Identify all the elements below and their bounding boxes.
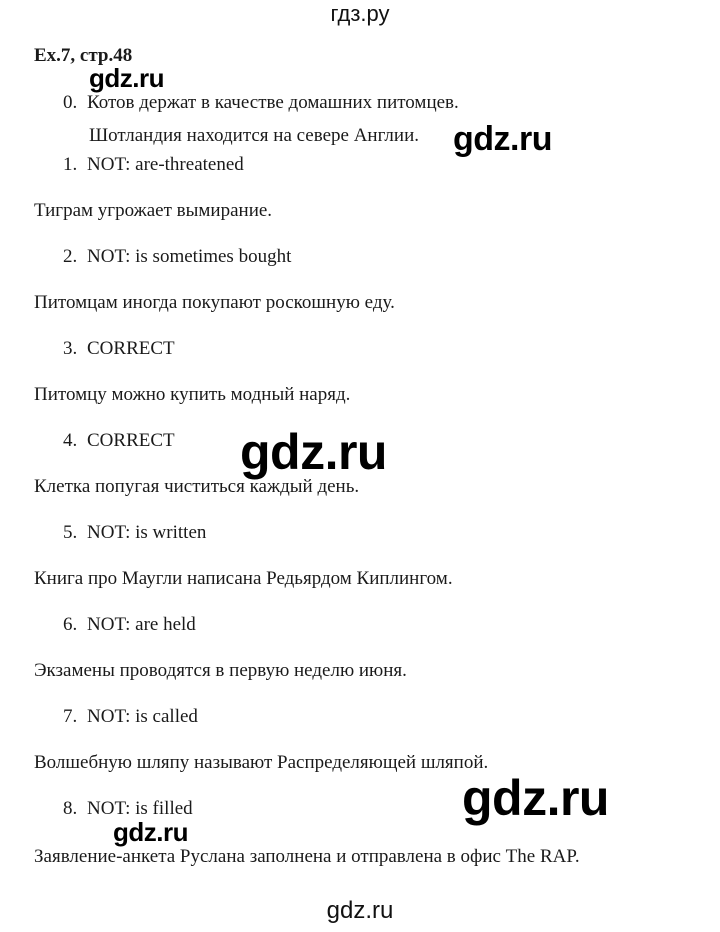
item-translation: Питомцам иногда покупают роскошную еду. xyxy=(34,292,395,313)
item-answer: NOT: are held xyxy=(87,614,196,635)
list-item xyxy=(63,245,291,269)
item-answer: CORRECT xyxy=(87,338,175,359)
item-translation: Книга про Маугли написана Редьярдом Киплингом. xyxy=(34,568,453,589)
item-answer: NOT: is filled xyxy=(87,798,193,819)
list-item xyxy=(63,705,198,729)
item-number: 4. xyxy=(63,430,78,451)
item-number: 1. xyxy=(63,154,78,175)
item-translation: Волшебную шляпу называют Распределяющей шляпой. xyxy=(34,752,489,773)
watermark: gdz.ru xyxy=(89,63,164,93)
item-number: 8. xyxy=(63,798,78,819)
item-answer: NOT: are-threatened xyxy=(87,154,244,175)
item-number: 3. xyxy=(63,338,78,359)
watermark: gdz.ru xyxy=(453,120,552,158)
item-translation: Заявление-анкета Руслана заполнена и отправлена в офис The RAP. xyxy=(34,846,580,867)
item-number: 2. xyxy=(63,246,78,267)
item-answer: NOT: is written xyxy=(87,522,207,543)
item-line: Шотландия находится на севере Англии. xyxy=(89,125,419,146)
site-footer: gdz.ru xyxy=(326,897,394,924)
watermark: gdz.ru xyxy=(462,770,609,826)
list-item xyxy=(63,613,196,637)
item-answer: NOT: is called xyxy=(87,706,198,727)
item-answer: CORRECT xyxy=(87,430,175,451)
item-answer: NOT: is sometimes bought xyxy=(87,246,292,267)
watermark: gdz.ru xyxy=(113,817,188,847)
list-item xyxy=(63,521,206,545)
item-translation: Питомцу можно купить модный наряд. xyxy=(34,384,351,405)
item-translation: Экзамены проводятся в первую неделю июня. xyxy=(34,660,407,681)
item-number: 0. xyxy=(63,92,78,113)
list-item xyxy=(63,337,175,361)
item-translation: Клетка попугая чиститься каждый день. xyxy=(34,476,360,497)
watermark: gdz.ru xyxy=(240,424,387,480)
item-line: Котов держат в качестве домашних питомцев. xyxy=(87,92,459,113)
list-item xyxy=(63,429,175,453)
list-item xyxy=(63,91,459,115)
site-header: гдз.ру xyxy=(330,1,390,26)
item-number: 6. xyxy=(63,614,78,635)
exercise-heading: Ex.7, стр.48 xyxy=(34,45,133,66)
list-item xyxy=(63,153,244,177)
item-number: 7. xyxy=(63,706,78,727)
item-translation: Тиграм угрожает вымирание. xyxy=(34,200,273,221)
item-number: 5. xyxy=(63,522,78,543)
